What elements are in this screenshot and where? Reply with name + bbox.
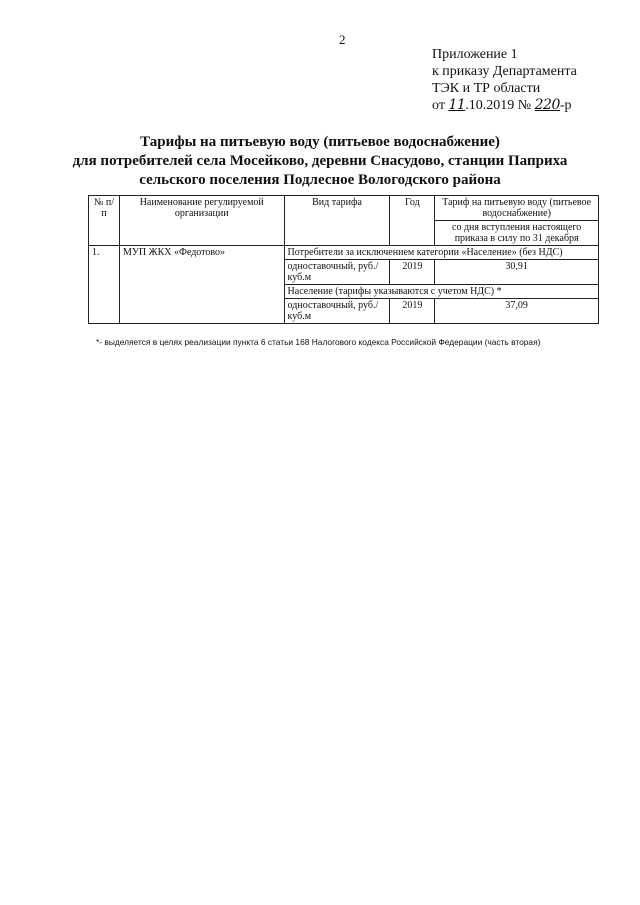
- table-header-row: [89, 196, 599, 221]
- tariff-table: [88, 195, 599, 324]
- group1-value: 30,91: [435, 260, 599, 285]
- document-title: [60, 133, 580, 190]
- group1-year: 2019: [390, 260, 435, 285]
- group2-value: 37,09: [435, 299, 599, 324]
- appendix-block: [432, 46, 577, 114]
- group2-year: 2019: [390, 299, 435, 324]
- page-number: 2: [339, 32, 346, 47]
- title-line-3: сельского поселения Подлесное Вологодского района: [139, 172, 501, 188]
- row-org: МУП ЖКХ «Федотово»: [119, 246, 284, 324]
- title-line-1: Тарифы на питьевую воду (питьевое водоснабжение): [140, 134, 500, 150]
- title-line-2: для потребителей села Мосейково, деревни Снасудово, станции Паприха: [72, 153, 568, 169]
- group2-label: Население (тарифы указываются с учетом НДС) *: [284, 285, 598, 299]
- appendix-date-line: [432, 97, 577, 114]
- footnote: *- выделяется в целях реализации пункта 6 статьи 168 Налогового кодекса Российской Федерации (часть вторая): [96, 337, 541, 347]
- order-number: 220: [534, 97, 560, 113]
- appendix-line-2: к приказу Департамента: [432, 64, 577, 79]
- group2-type: одноставочный, руб./куб.м: [284, 299, 390, 324]
- group1-type: одноставочный, руб./куб.м: [284, 260, 390, 285]
- header-num: № п/п: [89, 196, 120, 246]
- header-tariff: Тариф на питьевую воду (питьевое водоснабжение): [435, 196, 599, 221]
- row-num: 1.: [89, 246, 120, 324]
- order-suffix: -р: [559, 98, 572, 113]
- table-row: [89, 246, 599, 260]
- group1-label: Потребители за исключением категории «Население» (без НДС): [284, 246, 598, 260]
- appendix-line-3: ТЭК и ТР области: [432, 81, 541, 96]
- date-rest: .10.2019 №: [465, 98, 535, 113]
- header-year: Год: [390, 196, 435, 246]
- date-day: 11: [448, 97, 466, 113]
- header-period: со дня вступления настоящего приказа в силу по 31 декабря: [435, 221, 599, 246]
- header-org: Наименование регулируемой организации: [119, 196, 284, 246]
- header-type: Вид тарифа: [284, 196, 390, 246]
- appendix-line-1: Приложение 1: [432, 47, 518, 62]
- date-prefix: от: [432, 98, 449, 113]
